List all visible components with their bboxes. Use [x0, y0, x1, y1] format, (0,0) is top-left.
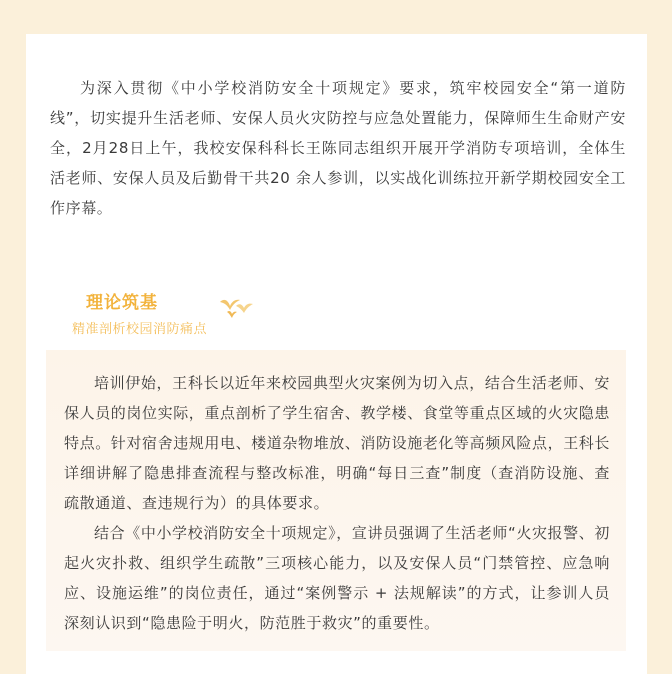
intro-paragraph: 为深入贯彻《中小学校消防安全十项规定》要求，筑牢校园安全“第一道防线”，切实提升生活老师、安保人员火灾防控与应急处置能力，保障师生生命财产安全，2月28日上午，我校安保科科长王陈同志组织开展开学消防专项培训，全体生活老师、安保人员及后勤骨干共20 余人参训，以实战化训练拉开新学期校园安全工作序幕。 [50, 79, 626, 217]
section-paragraph-1: 培训伊始，王科长以近年来校园典型火灾案例为切入点，结合生活老师、安保人员的岗位实际，重点剖析了学生宿舍、教学楼、食堂等重点区域的火灾隐患特点。针对宿舍违规用电、楼道杂物堆放、消防设施老化等高频风险点，王科长详细讲解了隐患排查流程与整改标准，明确“每日三查”制度（查消防设施、查疏散通道、查违规行为）的具体要求。 [64, 374, 611, 512]
section-content-panel [46, 350, 626, 651]
section-subtitle: 精准剖析校园消防痛点 [72, 322, 208, 337]
section-paragraph-2: 结合《中小学校消防安全十项规定》，宣讲员强调了生活老师“火灾报警、初起火灾扑救、组织学生疏散”三项核心能力，以及安保人员“门禁管控、应急响应、设施运维”的岗位责任，通过“案例警示 + 法规解读”的方式，让参训人员深刻认识到“隐患险于明火，防范胜于救灾”的重要性。 [64, 524, 610, 632]
section-title: 理论筑基 [86, 293, 158, 313]
birds-icon [218, 292, 256, 320]
